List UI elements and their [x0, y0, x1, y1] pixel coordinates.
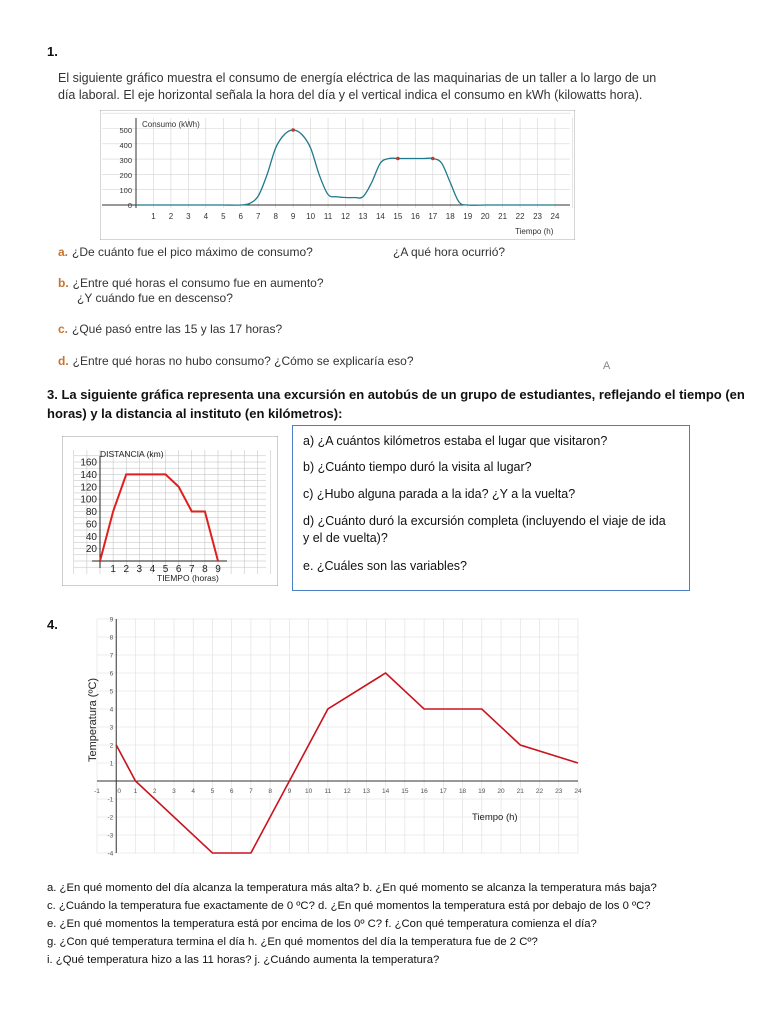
y-tick-label: 100 [119, 186, 132, 195]
y-tick-label: 300 [119, 156, 132, 165]
data-point [396, 157, 400, 161]
chart-3-excursion [62, 436, 278, 586]
x-tick-label: 17 [439, 788, 447, 795]
x-tick-label: 2 [168, 212, 174, 221]
problem-1-number: 1. [47, 44, 58, 59]
x-tick-label: 2 [152, 788, 157, 795]
x-tick-label: 9 [215, 564, 221, 575]
question-text: ¿Entre qué horas el consumo fue en aumento? [72, 276, 324, 290]
x-tick-label: 14 [375, 212, 385, 221]
box-question-d-line-2: y el de vuelta)? [303, 531, 388, 545]
x-tick-label: 10 [306, 212, 316, 221]
x-tick-label: 9 [290, 212, 296, 221]
x-tick-label: 12 [341, 212, 350, 221]
y-tick-label: -4 [107, 850, 114, 858]
problem-1-question-d [58, 354, 414, 368]
x-tick-label: 6 [175, 564, 182, 575]
x-tick-label: 7 [255, 212, 261, 221]
x-tick-label: 20 [480, 212, 490, 221]
question-text: ¿Entre qué horas no hubo consumo? ¿Cómo se explicaría eso? [72, 354, 414, 368]
box-question-c: c) ¿Hubo alguna parada a la ida? ¿Y a la vuelta? [303, 487, 576, 501]
problem-1-question-b [58, 276, 324, 290]
x-tick-label: 7 [249, 788, 253, 795]
question-letter: c. [58, 322, 69, 336]
x-tick-label: 10 [305, 788, 313, 795]
chart-1-xlabel: Tiempo (h) [515, 227, 554, 236]
x-tick-label: 22 [515, 212, 525, 221]
y-tick-label: -2 [107, 814, 114, 822]
y-tick-label: 400 [119, 141, 132, 150]
x-tick-label: 7 [188, 564, 195, 575]
x-tick-label: 5 [162, 564, 169, 575]
problem-1-question-a [58, 245, 313, 259]
question-letter: a. [58, 245, 69, 259]
x-tick-label: 15 [401, 788, 409, 795]
problem-4-questions-line-3: e. ¿En qué momentos la temperatura está por encima de los 0º C? f. ¿Con qué temperatura comienza el día? [47, 918, 597, 930]
box-question-d: d) ¿Cuánto duró la excursión completa (incluyendo el viaje de ida [303, 514, 666, 528]
problem-3-question-box [292, 425, 690, 591]
x-tick-label: 0 [117, 788, 122, 795]
x-tick-label: 23 [555, 788, 563, 795]
box-question-a: a) ¿A cuántos kilómetros estaba el lugar que visitaron? [303, 434, 608, 448]
x-tick-label: 13 [358, 212, 368, 221]
question-text: ¿De cuánto fue el pico máximo de consumo? [72, 245, 313, 259]
problem-4-questions-line-5: i. ¿Qué temperatura hizo a las 11 horas? j. ¿Cuándo aumenta la temperatura? [47, 954, 440, 966]
x-tick-label: 11 [323, 212, 333, 221]
x-tick-label: 3 [136, 564, 143, 575]
x-tick-label: 6 [238, 212, 243, 221]
x-tick-label: 21 [516, 788, 524, 795]
question-letter: d. [58, 354, 69, 368]
x-tick-label: 4 [203, 212, 209, 221]
y-tick-label: 120 [80, 482, 97, 494]
x-tick-label: 16 [410, 212, 420, 221]
x-tick-label: 14 [381, 788, 390, 795]
question-text: ¿Qué pasó entre las 15 y las 17 horas? [72, 322, 283, 336]
x-tick-label: 16 [420, 788, 428, 795]
problem-4-questions-line-4: g. ¿Con qué temperatura termina el día h. ¿En qué momentos del día la temperatura fue de 2 Cº? [47, 936, 538, 948]
problem-4-number: 4. [47, 617, 58, 632]
problem-3-title-line-2: horas) y la distancia al instituto (en kilómetros): [47, 406, 343, 421]
problem-3-title-line-1: 3. La siguiente gráfica representa una excursión en autobús de un grupo de estudiantes, reflejando el tiempo (en [47, 387, 745, 402]
x-tick-label: 17 [428, 212, 438, 221]
problem-1-intro-line-1: El siguiente gráfico muestra el consumo de energía eléctrica de las maquinarias de un taller a lo largo de un [58, 71, 657, 85]
y-tick-label: 40 [85, 531, 97, 543]
x-tick-label: 19 [463, 212, 473, 221]
y-tick-label: 9 [109, 616, 114, 624]
y-tick-label: 500 [119, 126, 132, 135]
x-tick-label: 23 [533, 212, 542, 221]
y-tick-label: 100 [80, 494, 97, 506]
x-tick-label: 9 [287, 788, 292, 795]
y-tick-label: 140 [80, 469, 97, 481]
chart-3-xlabel: TIEMPO (horas) [157, 573, 219, 583]
x-tick-label: 6 [229, 788, 234, 795]
x-tick-label: 5 [210, 788, 215, 795]
y-tick-label: 1 [109, 760, 114, 768]
chart-1-ylabel: Consumo (kWh) [142, 120, 200, 129]
x-tick-label: 18 [445, 212, 455, 221]
problem-1-question-b-line-2: ¿Y cuándo fue en descenso? [77, 291, 233, 305]
y-tick-label: -1 [107, 796, 114, 804]
chart-4-xlabel: Tiempo (h) [472, 812, 518, 823]
x-tick-label: 11 [324, 788, 332, 795]
x-tick-label: 3 [172, 788, 176, 795]
x-tick-label: 20 [497, 788, 505, 795]
x-tick-label: 18 [458, 788, 467, 795]
x-tick-label: 8 [268, 788, 272, 795]
corner-mark: A [603, 360, 611, 372]
y-tick-label: 160 [80, 457, 97, 469]
problem-4-questions-line-2: c. ¿Cuándo la temperatura fue exactamente de 0 ºC? d. ¿En qué momentos la temperatura está por debajo de los 0 ºC? [47, 900, 651, 912]
x-tick-label: 4 [149, 564, 156, 575]
question-letter: b. [58, 276, 69, 290]
x-tick-label: 24 [574, 788, 582, 795]
x-tick-label: 12 [343, 788, 351, 795]
x-tick-label: 1 [151, 212, 156, 221]
x-tick-label: 1 [133, 788, 138, 795]
chart-4-ylabel: Temperatura (ºC) [87, 677, 99, 762]
x-tick-label: 4 [191, 788, 196, 795]
x-tick-label: 13 [362, 788, 370, 795]
problem-4-questions-line-1: a. ¿En qué momento del día alcanza la temperatura más alta? b. ¿En qué momento se alcanza la temperatura más baja? [47, 882, 657, 894]
y-tick-label: 200 [119, 171, 132, 180]
x-tick-label: 1 [110, 564, 116, 575]
x-tick-label: 21 [498, 212, 508, 221]
y-tick-label: 4 [109, 706, 114, 714]
x-tick-label: 2 [123, 564, 130, 575]
y-tick-label: 5 [109, 688, 114, 696]
y-tick-label: 80 [85, 507, 97, 518]
problem-1-question-a-extra: ¿A qué hora ocurrió? [393, 245, 506, 259]
x-tick-label: -1 [94, 788, 100, 795]
y-tick-label: 6 [109, 670, 114, 678]
problem-1-question-c [58, 322, 282, 336]
chart-1-consumo [100, 110, 575, 240]
x-tick-label: 5 [221, 212, 226, 221]
x-tick-label: 15 [393, 212, 403, 221]
y-tick-label: 0 [127, 201, 132, 210]
y-tick-label: -3 [107, 832, 114, 840]
problem-1-intro-line-2: día laboral. El eje horizontal señala la hora del día y el vertical indica el consumo en kWh (kilowatts hora). [58, 88, 643, 102]
box-question-e: e. ¿Cuáles son las variables? [303, 559, 467, 573]
chart-4-temperatura [80, 606, 600, 862]
data-point [291, 128, 295, 132]
y-tick-label: 60 [85, 519, 97, 531]
chart-3-ylabel: DISTANCIA (km) [100, 449, 164, 459]
x-tick-label: 8 [202, 564, 208, 575]
y-tick-label: 8 [109, 634, 114, 642]
y-tick-label: 7 [109, 652, 114, 660]
x-tick-label: 22 [535, 788, 544, 795]
x-tick-label: 19 [478, 788, 486, 795]
data-point [431, 157, 435, 161]
x-tick-label: 24 [550, 212, 560, 221]
x-tick-label: 8 [273, 212, 278, 221]
box-question-b: b) ¿Cuánto tiempo duró la visita al lugar? [303, 460, 532, 474]
y-tick-label: 20 [85, 544, 97, 556]
y-tick-label: 3 [109, 724, 114, 732]
y-tick-label: 2 [109, 742, 114, 750]
x-tick-label: 3 [186, 212, 191, 221]
